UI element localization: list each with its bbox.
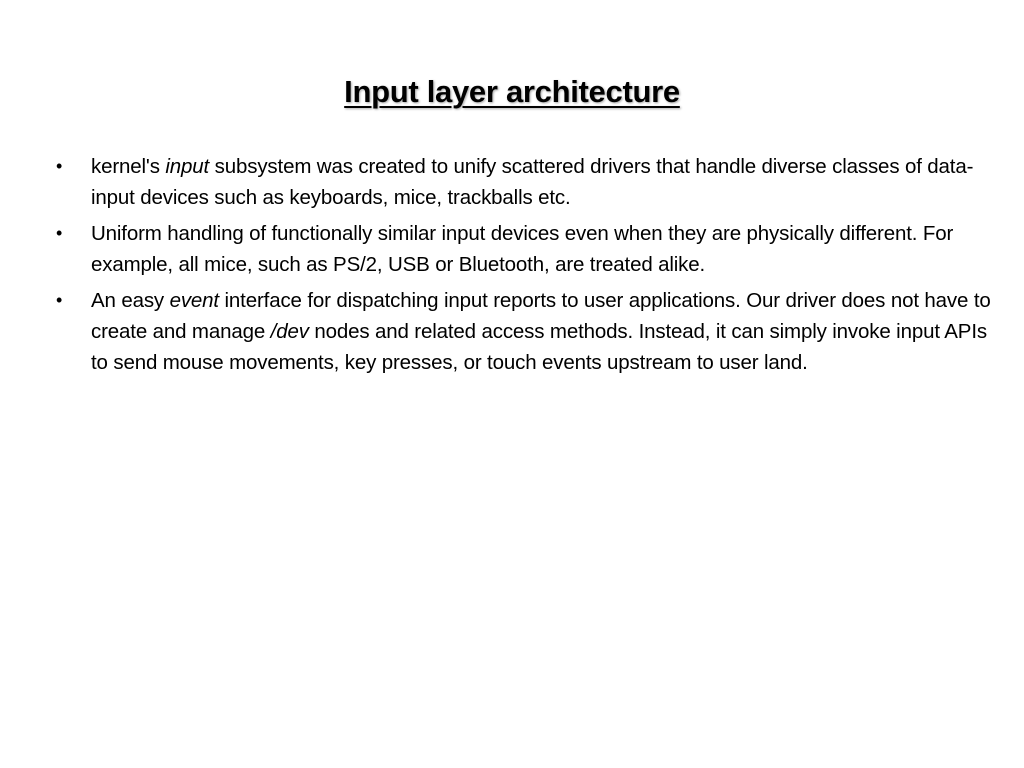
bullet-text-part-italic: input [165,155,210,178]
bullet-text-part: interface for dispatching input reports to user applications. Our driver does not have to create and manage [91,289,991,343]
bullet-text-part: subsystem was created to unify scattered drivers that handle diverse classes of data-input devices such as keyboards, mice, trackballs etc. [91,155,974,209]
bullet-text-part: Uniform handling of functionally similar input devices even when they are physically different. For example, all mice, such as PS/2, USB or Bluetooth, are treated alike. [91,222,954,276]
bullet-text-part: nodes and related access methods. Instead, it can simply invoke input APIs to send mouse movements, key presses, or touch events upstream to user land. [91,320,987,374]
bullet-dot-icon: • [56,223,63,243]
bullet-text-part-italic: /dev [270,320,309,343]
bullet-text-part: kernel's [91,155,166,178]
bullet-item [56,285,996,378]
bullet-text-part-italic: event [169,289,219,312]
bullet-item [56,218,996,280]
slide-title: Input layer architecture [344,74,680,109]
bullet-list [56,151,996,383]
bullet-dot-icon: • [56,290,63,310]
bullet-text-part: An easy [91,289,170,312]
bullet-dot-icon: • [56,156,63,176]
bullet-item [56,151,996,213]
